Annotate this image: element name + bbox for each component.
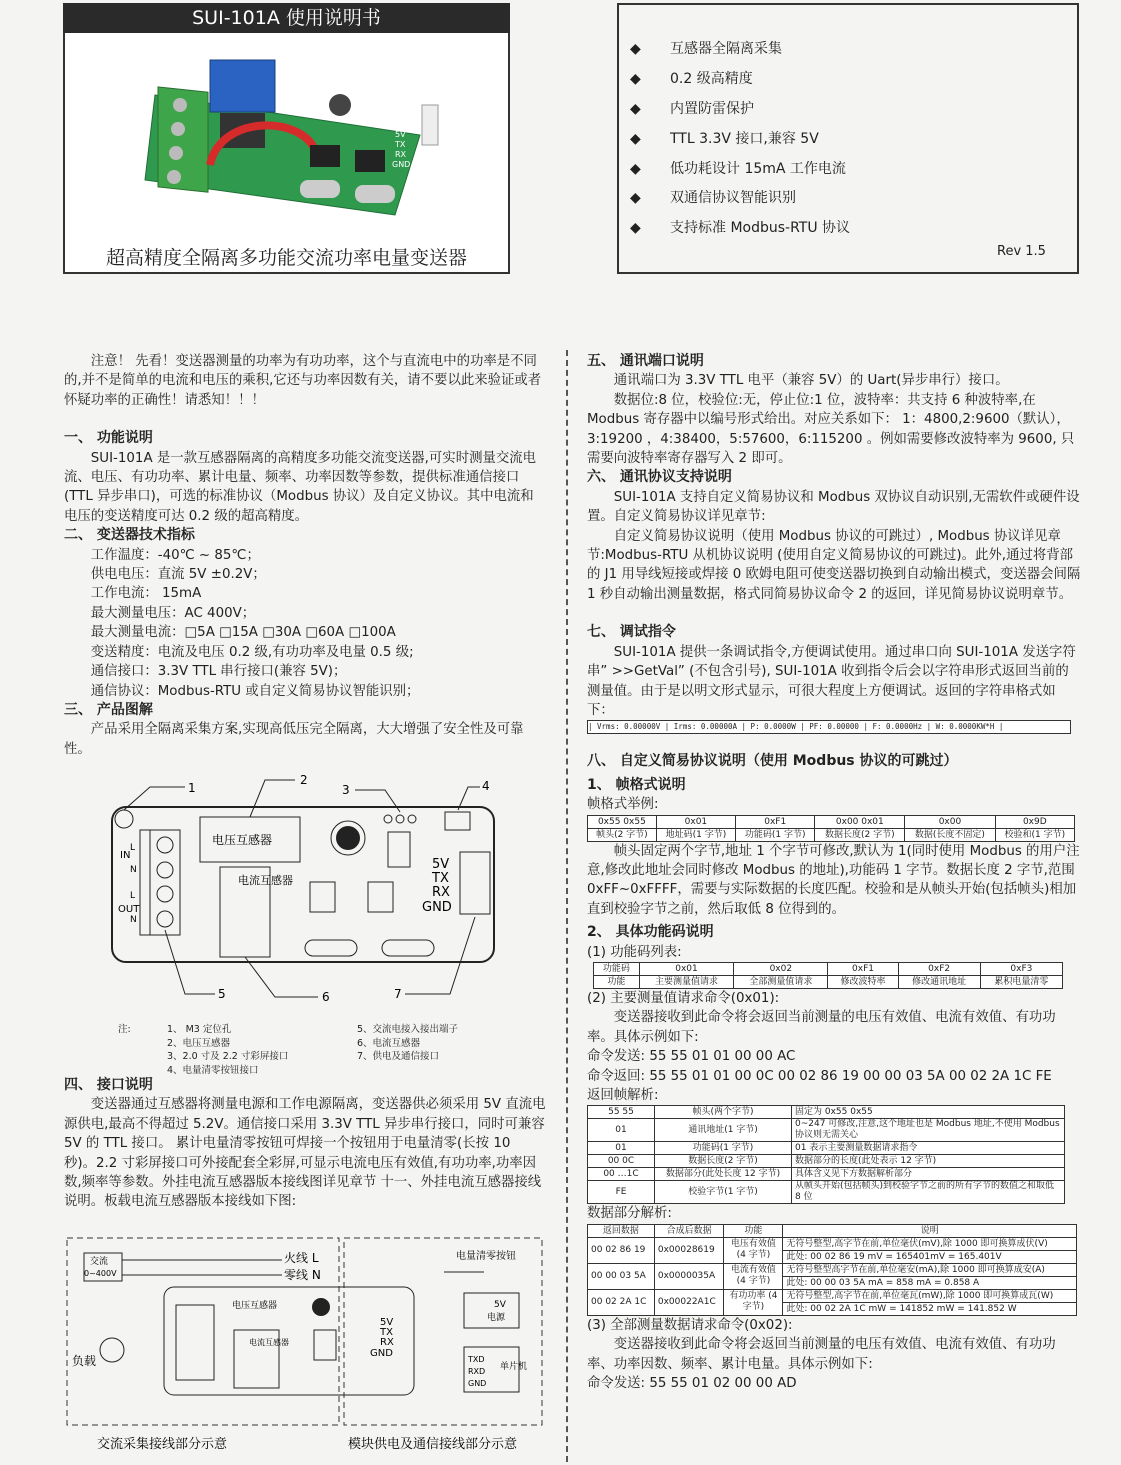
diamond-icon: ◆ bbox=[630, 131, 641, 147]
spec-item: 工作电流： 15mA bbox=[90, 586, 202, 602]
pin-label: 5V bbox=[432, 857, 450, 872]
data-table: 返回数据 合成后数据 功能 说明 00 02 86 19 0x00028619 电压有效值 (4 字节) 无符号整型,高字节在前,单位毫伏(mV),除 1000 即可换算成伏(V) 此处: 00 02 86 19 mV = 165401mV = 165.401V 00 00 03 5A 0x0000035A 电流有效值 (4 字节) 无符号整型高字节在前,单位毫安(mA),除 1000 即可换算成安(A) 此处: 00 00 03 5A mA = 858 mA = 0.858 A 00 02 2A 1C 0x00022A1C 有功功率 (4 字节) 无符号整型,高字节在前,单位毫瓦(mW),除 1000 即可换算成瓦(W) 此处: 00 02 2A 1C mW = 141852 mW = 141.852 W bbox=[587, 1224, 1077, 1316]
terminal-label: N bbox=[130, 865, 137, 875]
spec-item: 最大测量电流：□5A □15A □30A □60A □100A bbox=[90, 625, 396, 641]
ct-label: 电流互感器 bbox=[238, 874, 293, 887]
section-5-body: 通讯端口为 3.3V TTL 电平（兼容 5V）的 Uart(异步串行）接口。 bbox=[613, 373, 1009, 389]
callout-number: 4 bbox=[482, 779, 490, 793]
cmd2-label: (2) 主要测量值请求命令(0x01): bbox=[587, 990, 780, 1006]
legend-label: 注: bbox=[118, 1024, 131, 1035]
ct-label: 电流互感器 bbox=[249, 1338, 289, 1347]
rxd-label: RXD bbox=[468, 1367, 486, 1376]
board-diagram bbox=[100, 772, 510, 1007]
feature-item: ◆ 支持标准 Modbus-RTU 协议 bbox=[630, 220, 851, 236]
section-2-title: 二、 变送器技术指标 bbox=[64, 527, 195, 544]
cmd2-body: 变送器接收到此命令将会返回当前测量的电压有效值、电流有效值、有功功率。具体示例如下: bbox=[587, 1010, 1056, 1045]
pcb-label-gnd: GND bbox=[392, 160, 411, 169]
diamond-icon: ◆ bbox=[630, 220, 641, 236]
vt-label: 电压互感器 bbox=[212, 833, 273, 847]
feature-item: ◆ TTL 3.3V 接口,兼容 5V bbox=[630, 131, 819, 147]
reset-button-label: 电量清零按钮 bbox=[456, 1251, 516, 1262]
terminal-label: N bbox=[130, 915, 137, 925]
column-divider bbox=[566, 350, 568, 1462]
section-1-title: 一、 功能说明 bbox=[64, 430, 153, 447]
diamond-icon: ◆ bbox=[630, 41, 641, 57]
revision: Rev 1.5 bbox=[997, 244, 1046, 259]
callout-number: 1 bbox=[188, 781, 196, 795]
funccode-label: (1) 功能码列表: bbox=[587, 944, 682, 960]
spec-item: 通信接口：3.3V TTL 串行接口(兼容 5V)； bbox=[90, 664, 347, 680]
section-5-title: 五、 通讯端口说明 bbox=[587, 353, 704, 369]
diamond-icon: ◆ bbox=[630, 190, 641, 206]
diamond-icon: ◆ bbox=[630, 101, 641, 117]
notice-paragraph: 注意！ 先看！变送器测量的功率为有功功率，这个与直流电中的功率是不同的,并不是简单的电流和电压的乘积,它还与功率因数有关，请不要以此来验证或者怀疑功率的正确性！请悉知！！！ bbox=[64, 354, 542, 408]
feature-item: ◆ 低功耗设计 15mA 工作电流 bbox=[630, 161, 846, 177]
cmd3-send: 命令发送: 55 55 01 02 00 00 AD bbox=[587, 1376, 797, 1392]
pcb-label-220v: 220V~ bbox=[158, 194, 189, 204]
legend-list-a: 1、 M3 定位孔 2、电压互感器 3、2.0 寸及 2.2 寸彩屏接口 4、电量清零按钮接口 bbox=[167, 1024, 289, 1076]
psu-voltage: 5V bbox=[494, 1300, 506, 1310]
frame-subtitle: 1、 帧格式说明 bbox=[587, 776, 686, 793]
load-label: 负载 bbox=[72, 1354, 97, 1368]
psu-label: 电源 bbox=[487, 1313, 506, 1323]
spec-item: 工作温度：-40℃ ~ 85℃； bbox=[90, 547, 260, 563]
feature-item: ◆ 内置防雷保护 bbox=[630, 101, 754, 117]
pin-label: TX bbox=[380, 1327, 393, 1338]
cmd3-body: 变送器接收到此命令将会返回当前测量的电压有效值、电流有效值、有功功率、功率因数、频率、累计电量。具体示例如下: bbox=[587, 1337, 1056, 1372]
parse-label: 返回帧解析: bbox=[587, 1088, 659, 1103]
terminal-label: L bbox=[130, 843, 136, 853]
pin-label: GND bbox=[370, 1348, 393, 1359]
pin-label: 5V bbox=[380, 1317, 394, 1328]
feature-item: ◆ 互感器全隔离采集 bbox=[630, 41, 782, 57]
gnd-label: GND bbox=[468, 1379, 487, 1388]
doc-title: SUI-101A 使用说明书 bbox=[63, 3, 510, 33]
pin-label: RX bbox=[380, 1337, 394, 1348]
spec-item: 通信协议：Modbus-RTU 或自定义简易协议智能识别； bbox=[90, 683, 420, 699]
terminal-label: L bbox=[130, 891, 136, 901]
doc-subtitle: 超高精度全隔离多功能交流功率电量变送器 bbox=[105, 247, 467, 269]
spec-item: 最大测量电压：AC 400V； bbox=[90, 605, 256, 621]
pcb-label-5v: 5V bbox=[395, 130, 406, 139]
pcb-label-rx: RX bbox=[395, 150, 407, 159]
cmd2-send: 命令发送: 55 55 01 01 00 00 AC bbox=[587, 1049, 796, 1065]
funccode-subtitle: 2、 具体功能码说明 bbox=[587, 924, 714, 941]
pcb-label-tx: TX bbox=[395, 140, 406, 149]
section-7-body: SUI-101A 提供一条调试指令,方便调试使用。通过串口向 SUI-101A 发送字符串” >>GetVal” (不包含引号), SUI-101A 收到指令后会以字符串形式返回当前的测量值。由于是以明文形式显示，可很大程度上方便调试。返回的字符串格式如下： bbox=[587, 644, 1076, 718]
section-3-title: 三、 产品图解 bbox=[64, 701, 153, 718]
callout-number: 2 bbox=[300, 773, 308, 787]
left-column-top bbox=[64, 352, 546, 759]
parse-table: 55 55 帧头(两个字节) 固定为 0x55 0x55 01 通讯地址(1 字节) 0~247 可修改,注意,这个地址也是 Modbus 地址,不使用 Modbus 协议则无需关心 01 功能码(1 字节) 01 表示主要测量数据请求指令 00 0C 数据长度(2 字节) 数据部分的长度(此处表示 12 字节) 00 …1C 数据部分(此处长度 12 字节) 具体含义见下方数据解析部分 FE 校验字节(1 字节) 从帧头开始(包括帧头)到校验字节之前的所有字节的数值之和取低 8 位 bbox=[587, 1105, 1065, 1204]
debug-string: | Vrms: 0.00000V | Irms: 0.00000A | P: 0.0000W | PF: 0.00000 | F: 0.0000Hz | W: 0.0000KW*H | bbox=[587, 720, 1071, 734]
legend-list-b: 5、交流电接入接出端子 6、电流互感器 7、供电及通信接口 bbox=[357, 1024, 459, 1062]
product-photo bbox=[140, 55, 440, 230]
in-label: IN bbox=[120, 850, 131, 861]
section-6-body: 自定义简易协议说明（使用 Modbus 协议的可跳过）, Modbus 协议详见章节:Modbus-RTU 从机协议说明 (使用自定义简易协议的可跳过)。此外,通过将背部的 J1 用导线短接或焊接 0 欧姆电阻可使变送器切换到自动输出模式，变送器会间隔 1 秒自动输出测量数据，格式同简易协议命令 2 的返回，详见简易协议说明章节。 bbox=[587, 528, 1081, 602]
callout-number: 3 bbox=[342, 783, 350, 797]
frame-table: 0x55 0x55 0x01 0xF1 0x00 0x01 0x00 0x9D 帧头(2 字节) 地址码(1 字节) 功能码(1 字节) 数据长度(2 字节) 数据(长度不固定) 校验和(1 字节) bbox=[587, 815, 1075, 842]
funccode-table: 功能码 0x01 0x02 0xF1 0xF2 0xF3 功能 主要测量值请求 全部测量值请求 修改波特率 修改通讯地址 累积电量清零 bbox=[593, 962, 1063, 989]
frame-label: 帧格式举例: bbox=[587, 797, 659, 813]
diamond-icon: ◆ bbox=[630, 161, 641, 177]
txd-label: TXD bbox=[468, 1355, 485, 1364]
spec-item: 变送精度：电流及电压 0.2 级,有功功率及电量 0.5 级; bbox=[90, 644, 414, 660]
callout-number: 7 bbox=[394, 987, 402, 1001]
section-3-body: 产品采用全隔离采集方案,实现高低压完全隔离，大大增强了安全性及可靠性。 bbox=[64, 722, 524, 757]
caption-left: 交流采集接线部分示意 bbox=[97, 1437, 228, 1452]
frame-description: 帧头固定两个字节,地址 1 个字节可修改,默认为 1(同时使用 Modbus 的用户注意,修改此地址会同时修改 Modbus 的地址),功能码 1 字节。数据长度 2 字节,范围 0xFF~0xFFFF，需要与实际数据的长度匹配。校验和是从帧头开始(包括帧头)相加直到校验字节之前，然后取低 8 位得到的。 bbox=[587, 843, 1080, 917]
callout-number: 6 bbox=[322, 990, 330, 1004]
pin-label: RX bbox=[432, 885, 450, 900]
section-1-body: SUI-101A 是一款互感器隔离的高精度多功能交流变送器,可实时测量交流电流、电压、有功功率、累计电量、频率、功率因数等参数，提供标准通信接口(TTL 异步串口)，可选的标准协议（Modbus 协议）及自定义协议。其中电流和电压的变送精度可达 0.2 级的超高精度。 bbox=[64, 450, 537, 524]
feature-item: ◆ 双通信协议智能识别 bbox=[630, 190, 796, 206]
section-8-title: 八、 自定义简易协议说明（使用 Modbus 协议的可跳过） bbox=[587, 753, 958, 770]
left-column-bottom bbox=[64, 1076, 546, 1212]
right-column bbox=[587, 352, 1081, 1393]
section-7-title: 七、 调试指令 bbox=[587, 624, 676, 641]
section-5-body: 数据位:8 位，校验位:无，停止位:1 位，波特率：共支持 6 种波特率,在 Modbus 寄存器中以编号形式给出。对应关系如下： 1：4800,2:9600（默认），3:19200 ，4:38400，5:57600，6:115200 。例如需要修改波特率为 9600, 只需要向波特率寄存器写入 2 即可。 bbox=[587, 392, 1075, 467]
mcu-label: 单片机 bbox=[500, 1362, 528, 1372]
data-parse-label: 数据部分解析: bbox=[587, 1206, 672, 1222]
section-6-body: SUI-101A 支持自定义简易协议和 Modbus 双协议自动识别,无需软件或硬件设置。自定义简易协议详见章节: bbox=[587, 489, 1080, 525]
source-label: 交流 bbox=[90, 1257, 109, 1267]
pin-label: TX bbox=[432, 871, 449, 886]
section-4-title: 四、 接口说明 bbox=[64, 1077, 153, 1093]
source-range: 0~400V bbox=[84, 1269, 117, 1278]
cmd3-label: (3) 全部测量数据请求命令(0x02): bbox=[587, 1317, 793, 1333]
section-4-body: 变送器通过互感器将测量电源和工作电源隔离，变送器供必须采用 5V 直流电源供电,最高不得超过 5.2V。通信接口采用 3.3V TTL 异步串行接口，同时可兼容 5V 的 TTL 接口。 累计电量清零按钮可焊接一个按钮用于电量清零(长按 10 秒)。2.2 寸彩屏接口可外接配套全彩屏,可显示电流电压有效值,有功功率,功率因数,频率等参数。外挂电流互感器版本接线图详见章节 十一、外挂电流互感器接线说明。板载电流互感器版本接线如下图: bbox=[64, 1097, 546, 1210]
feature-item: ◆ 0.2 级高精度 bbox=[630, 71, 753, 87]
wiring-diagram bbox=[64, 1235, 546, 1460]
caption-right: 模块供电及通信接线部分示意 bbox=[348, 1437, 518, 1452]
section-6-title: 六、 通讯协议支持说明 bbox=[587, 469, 732, 486]
pin-label: GND bbox=[422, 900, 452, 915]
live-label: 火线 L bbox=[284, 1251, 319, 1265]
spec-item: 供电电压：直流 5V ±0.2V； bbox=[90, 567, 266, 583]
out-label: OUT bbox=[118, 904, 140, 915]
cmd2-return: 命令返回: 55 55 01 01 00 0C 00 02 86 19 00 00 03 5A 00 02 2A 1C FE bbox=[587, 1068, 1052, 1084]
callout-number: 5 bbox=[218, 987, 226, 1001]
vt-label: 电压互感器 bbox=[232, 1301, 278, 1311]
diamond-icon: ◆ bbox=[630, 71, 641, 87]
neutral-label: 零线 N bbox=[284, 1268, 321, 1282]
